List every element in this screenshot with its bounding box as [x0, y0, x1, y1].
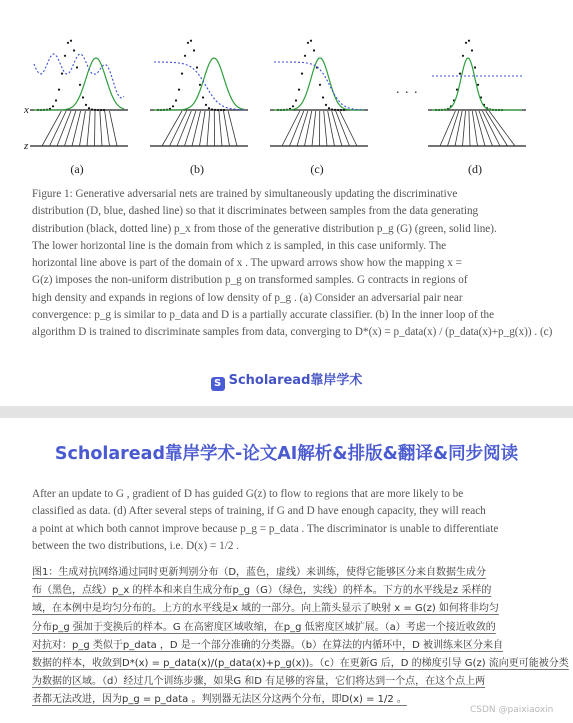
mapping-line: [109, 111, 117, 146]
caption-line: horizontal line above is part of the domain of x . The upward arrows show how the mapping x =: [32, 257, 462, 270]
data-dot: [474, 66, 476, 68]
caption-line: high density and expands in regions of low density of p_g . (a) Consider an adversarial pair near: [32, 291, 463, 304]
panel-b-diagram: [144, 24, 250, 160]
data-dot: [172, 105, 174, 107]
translation-line: 域，在本例中是均匀分布的。上方的水平线是x 域的一部分。向上箭头显示了映射 x = G(z) 如何将非均匀: [32, 603, 499, 615]
caption-line: algorithm D is trained to discriminate samples from data, converging to D*(x) = p_data(x) / (p_data(x)+p_g(x)) . (c): [32, 326, 553, 339]
mapping-line: [207, 111, 210, 146]
data-dot: [97, 109, 99, 111]
data-dot: [211, 108, 213, 110]
watermark: CSDN @paixiaoxin: [470, 705, 554, 715]
generator-curve: [432, 58, 522, 110]
data-dot: [307, 42, 309, 44]
figure-panel-b: [144, 24, 250, 184]
data-dot: [214, 109, 216, 111]
paragraph-line: After an update to G , gradient of D has guided G(z) to flow to regions that are more likely to be: [32, 488, 464, 500]
translation-line: 者都无法改进，因为p_g = p_data 。判别器无法区分这两个分布，即D(x) = 1/2 。: [32, 694, 407, 706]
figure-panel-a: [24, 24, 130, 184]
data-dot: [313, 49, 315, 51]
section-divider: [0, 406, 573, 418]
data-dot: [220, 109, 222, 111]
data-dot: [471, 49, 473, 51]
data-dot: [85, 104, 87, 106]
caption-line: convergence: p_g is similar to p_data and D is a partially accurate classifier. (b) In the inner loop of the: [32, 309, 495, 322]
data-dot: [465, 42, 467, 44]
mapping-line: [486, 111, 508, 146]
data-dot: [187, 42, 189, 44]
paragraph-line: a point at which both cannot improve because p_g = p_data . The discriminator is unable to differentiate: [32, 522, 499, 535]
data-dot: [100, 109, 102, 111]
mapping-line: [482, 111, 500, 146]
data-dot: [298, 89, 300, 91]
data-dot: [58, 89, 60, 91]
generator-curve: [274, 58, 364, 110]
data-dot: [94, 109, 96, 111]
data-dot: [52, 105, 54, 107]
data-dot: [61, 73, 63, 75]
figure-panel-d: [422, 24, 528, 184]
mapping-line: [80, 111, 86, 146]
translation-line: 图1：生成对抗网络通过同时更新判别分布（D，蓝色，虚线）来训练，使得它能够区分来自数据生成分: [32, 567, 487, 578]
mapping-line: [95, 111, 96, 146]
data-dot: [322, 96, 324, 98]
data-dot: [223, 109, 225, 111]
data-dot: [73, 49, 75, 51]
panel-a-label: (a): [70, 162, 84, 176]
mapping-line: [224, 111, 230, 146]
caption-line: distribution (D, blue, dashed line) so that it discriminates between samples from the data generating: [32, 205, 479, 218]
axis-z-label: z: [24, 140, 29, 152]
mapping-line: [479, 111, 492, 146]
data-dot: [190, 40, 192, 42]
data-dot: [462, 55, 464, 57]
paragraph-line: classified as data. (d) After several steps of training, if G and D have enough capacity, they will reach: [32, 505, 486, 518]
paragraph-line: between the two distributions, i.e. D(x) = 1/2 .: [32, 539, 240, 552]
data-dot: [328, 107, 330, 109]
data-dot: [310, 40, 312, 42]
mapping-line: [192, 111, 200, 146]
mapping-line: [87, 111, 90, 146]
mapping-line: [282, 111, 300, 146]
figure-caption: [32, 186, 553, 342]
gan-figure: [24, 24, 554, 184]
data-dot: [459, 73, 461, 75]
data-dot: [76, 66, 78, 68]
mapping-line: [297, 111, 308, 146]
data-dot: [193, 49, 195, 51]
brand-banner[interactable]: [0, 369, 573, 391]
data-dot: [196, 66, 198, 68]
data-dot: [199, 84, 201, 86]
mapping-line: [290, 111, 304, 146]
data-dot: [331, 108, 333, 110]
body-paragraph: [32, 486, 550, 555]
mapping-line: [469, 111, 470, 146]
mapping-line: [105, 111, 110, 146]
panel-c-label: (c): [310, 162, 324, 176]
caption-line: distribution (black, dotted line) p_x from those of the generative distribution p_g (G) (green, solid line).: [32, 222, 497, 235]
data-dot: [79, 84, 81, 86]
mapping-line: [312, 111, 316, 146]
data-dot: [304, 55, 306, 57]
data-dot: [175, 99, 177, 101]
mapping-line: [185, 111, 196, 146]
data-dot: [67, 42, 69, 44]
data-dot: [55, 99, 57, 101]
discriminator-curve: [154, 62, 244, 110]
mapping-line: [489, 111, 515, 146]
mapping-line: [324, 111, 327, 146]
data-dot: [70, 40, 72, 42]
mapping-line: [100, 111, 102, 146]
generator-curve: [34, 58, 124, 110]
data-dot: [205, 104, 207, 106]
mapping-line: [305, 111, 312, 146]
data-dot: [217, 109, 219, 111]
discriminator-curve: [274, 62, 364, 110]
data-dot: [468, 40, 470, 42]
data-dot: [88, 107, 90, 109]
translation-line: 布（黑色，点线）p_x 的样本和来自生成分布p_g（G）（绿色，实线）的样本。下方的水平线是z 采样的: [32, 585, 492, 597]
data-dot: [334, 109, 336, 111]
panel-a-diagram: [24, 24, 130, 160]
page-headline: Scholaread靠岸学术-论文AI解析&排版&翻译&同步阅读: [54, 444, 519, 464]
data-dot: [295, 99, 297, 101]
data-dot: [337, 109, 339, 111]
data-dot: [301, 73, 303, 75]
data-dot: [82, 96, 84, 98]
caption-line: The lower horizontal line is the domain from which z is sampled, in this case uniformly. The: [32, 239, 447, 252]
translation-line: 数据的样本，收敛到D*(x) = p_data(x)/(p_data(x)+p_g(x))。（c）在更新G 后，D 的梯度引导 G(z) 流向更可能被分类: [32, 658, 569, 670]
mapping-line: [463, 111, 466, 146]
mapping-line: [72, 111, 81, 146]
translation-line: 对抗对：p_g 类似于p_data ，D 是一个部分准确的分类器。（b）在算法的内循环中，D 被训练来区分来自: [32, 639, 504, 651]
panel-d-diagram: [422, 24, 528, 160]
generator-curve: [154, 58, 244, 110]
mapping-line: [228, 111, 237, 146]
data-dot: [319, 84, 321, 86]
data-dot: [208, 107, 210, 109]
mapping-line: [65, 111, 76, 146]
caption-line: G(z) imposes the non-uniform distribution p_g on transformed samples. G contracts in regions of: [32, 274, 468, 287]
brand-name: Scholaread靠岸学术: [228, 373, 363, 388]
data-dot: [292, 105, 294, 107]
data-dot: [178, 89, 180, 91]
figure-panel-c: [264, 24, 370, 184]
data-dot: [103, 109, 105, 111]
data-dot: [184, 55, 186, 57]
scholaread-logo-icon: S: [211, 377, 225, 391]
panel-b-label: (b): [190, 162, 204, 176]
panel-c-diagram: [264, 24, 370, 160]
mapping-line: [219, 111, 222, 146]
caption-line: Figure 1: Generative adversarial nets are trained by simultaneously updating the discriminative: [32, 188, 458, 200]
axis-x-label: x: [24, 104, 29, 116]
data-dot: [64, 55, 66, 57]
data-dot: [91, 108, 93, 110]
translation-line: 为数据的区域。（d）经过几个训练步骤，如果G 和D 有足够的容量，它们将达到一个点，在这个点上两: [32, 676, 486, 688]
panel-ellipsis: . . .: [396, 82, 419, 97]
panel-d-label: (d): [468, 162, 482, 176]
data-dot: [325, 104, 327, 106]
mapping-line: [455, 111, 462, 146]
data-dot: [181, 73, 183, 75]
mapping-line: [200, 111, 206, 146]
data-dot: [340, 109, 342, 111]
translation-line: 分布p_g 强加于变换后的样本。G 在高密度区域收缩，在p_g 低密度区域扩展。（a）考虑一个接近收敛的: [32, 621, 496, 633]
data-dot: [202, 96, 204, 98]
